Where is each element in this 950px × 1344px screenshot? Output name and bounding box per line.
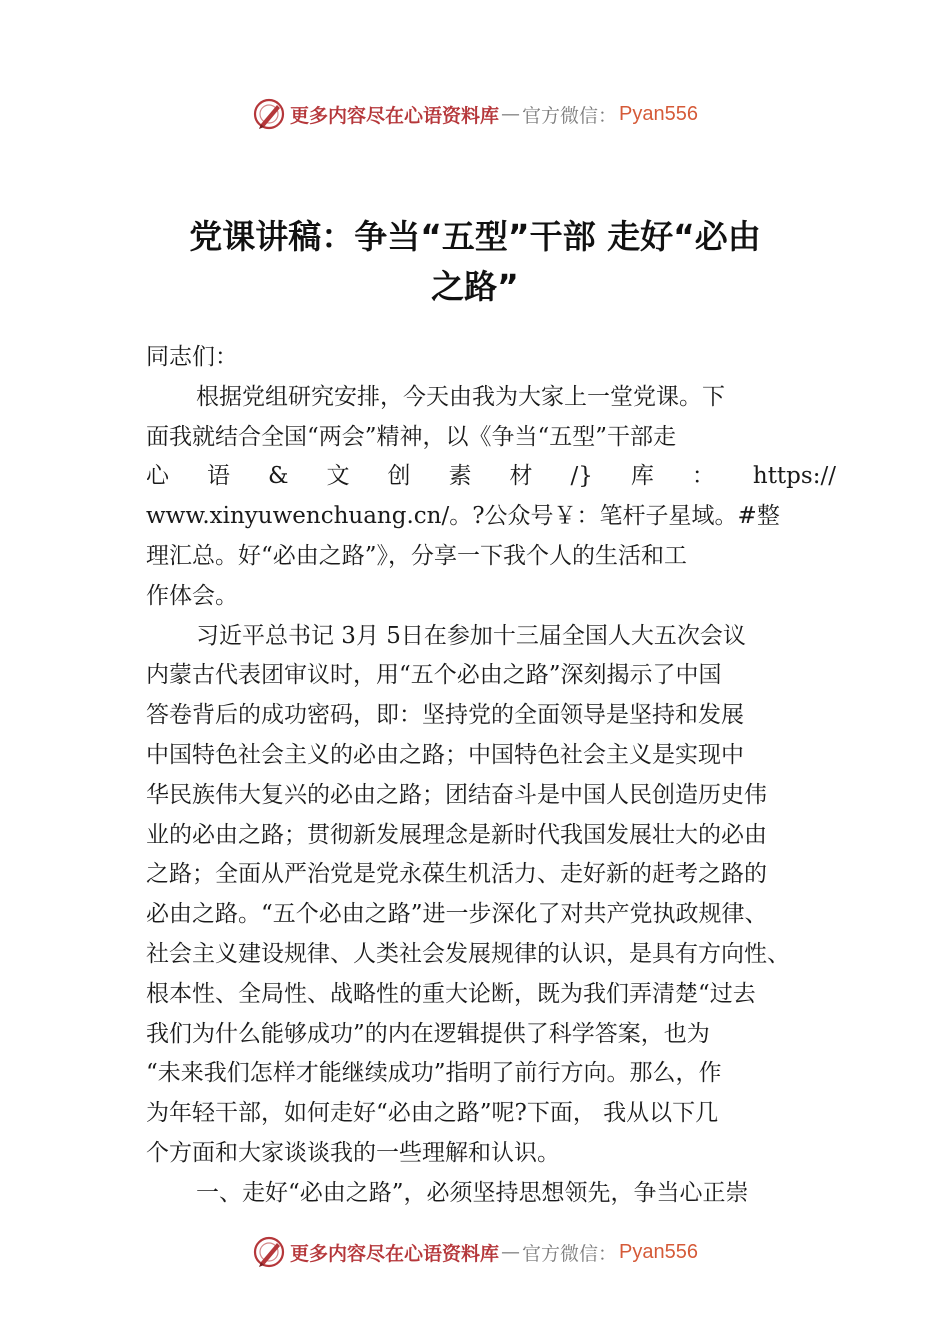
watermark-red-text: 更多内容尽在心语资料库	[290, 1242, 500, 1265]
body-line: 面我就结合全国“两会”精神，以《争当“五型”干部走	[146, 423, 677, 450]
body-line: www.xinyuwenchuang.cn/。?公众号￥：笔杆子星域。#整	[146, 503, 780, 530]
pen-logo-icon	[252, 1235, 286, 1269]
spaced-char: 创	[387, 463, 411, 490]
body-line: 华民族伟大复兴的必由之路；团结奋斗是中国人民创造历史伟	[146, 781, 767, 808]
title-line-2: 之路”	[431, 267, 519, 306]
spaced-char: ：	[691, 463, 715, 490]
title-line-1: 党课讲稿：争当“五型”干部 走好“必由	[189, 217, 761, 256]
body-line: 必由之路。“五个必由之路”进一步深化了对共产党执政规律、	[146, 901, 768, 928]
salutation: 同志们：	[146, 344, 238, 370]
spaced-char: 文	[326, 463, 350, 490]
body-line: 根本性、全局性、战略性的重大论断，既为我们弄清楚“过去	[146, 980, 756, 1007]
body-line: 业的必由之路；贯彻新发展理念是新时代我国发展壮大的必由	[146, 821, 767, 848]
body-line: 答卷背后的成功密码，即：坚持党的全面领导是坚持和发展	[146, 702, 744, 729]
wechat-id: Pyan556	[619, 102, 698, 125]
wechat-id: Pyan556	[619, 1240, 698, 1263]
body-line: 一、走好“必由之路”，必须坚持思想领先，争当心正崇	[196, 1179, 749, 1206]
body-line: 中国特色社会主义的必由之路；中国特色社会主义是实现中	[146, 741, 744, 768]
body-line: 作体会。	[146, 582, 238, 609]
watermark-grey-text: 官方微信：	[522, 1242, 618, 1265]
body-line: 我们为什么能够成功”的内在逻辑提供了科学答案，也为	[146, 1020, 710, 1047]
body-line: 个方面和大家谈谈我的一些理解和认识。	[146, 1139, 560, 1166]
spaced-char: 材	[509, 463, 533, 490]
spaced-line	[146, 457, 836, 497]
spaced-char: https://	[752, 463, 836, 490]
spaced-char: 素	[448, 463, 472, 490]
document-body	[146, 338, 836, 1214]
header-watermark	[0, 94, 950, 134]
pen-logo-icon	[252, 97, 286, 131]
body-line: 根据党组研究安排，今天由我为大家上一堂党课。下	[196, 383, 725, 410]
watermark-red-text: 更多内容尽在心语资料库	[290, 104, 500, 127]
body-line: 理汇总。好“必由之路”》，分享一下我个人的生活和工	[146, 542, 688, 569]
body-line: 习近平总书记 3月 5日在参加十三届全国人大五次会议	[196, 622, 746, 649]
body-line: 为年轻干部，如何走好“必由之路”呢?下面， 我从以下几	[146, 1100, 719, 1127]
spaced-char: &	[268, 463, 289, 490]
watermark-dash: —	[501, 103, 521, 125]
document-title	[140, 212, 810, 312]
spaced-char: 语	[207, 463, 230, 490]
body-line: 之路；全面从严治党是党永葆生机活力、走好新的赶考之路的	[146, 861, 767, 888]
spaced-char: 库	[630, 463, 654, 490]
watermark-grey-text: 官方微信：	[522, 104, 618, 127]
footer-watermark	[0, 1232, 950, 1272]
spaced-char: 心	[146, 463, 169, 490]
spaced-char: /}	[570, 463, 593, 490]
body-line: 社会主义建设规律、人类社会发展规律的认识，是具有方向性、	[146, 940, 790, 967]
watermark-dash: —	[501, 1241, 521, 1263]
body-line: 内蒙古代表团审议时，用“五个必由之路”深刻揭示了中国	[146, 662, 722, 689]
body-line: “未来我们怎样才能继续成功”指明了前行方向。那么，作	[146, 1060, 722, 1087]
